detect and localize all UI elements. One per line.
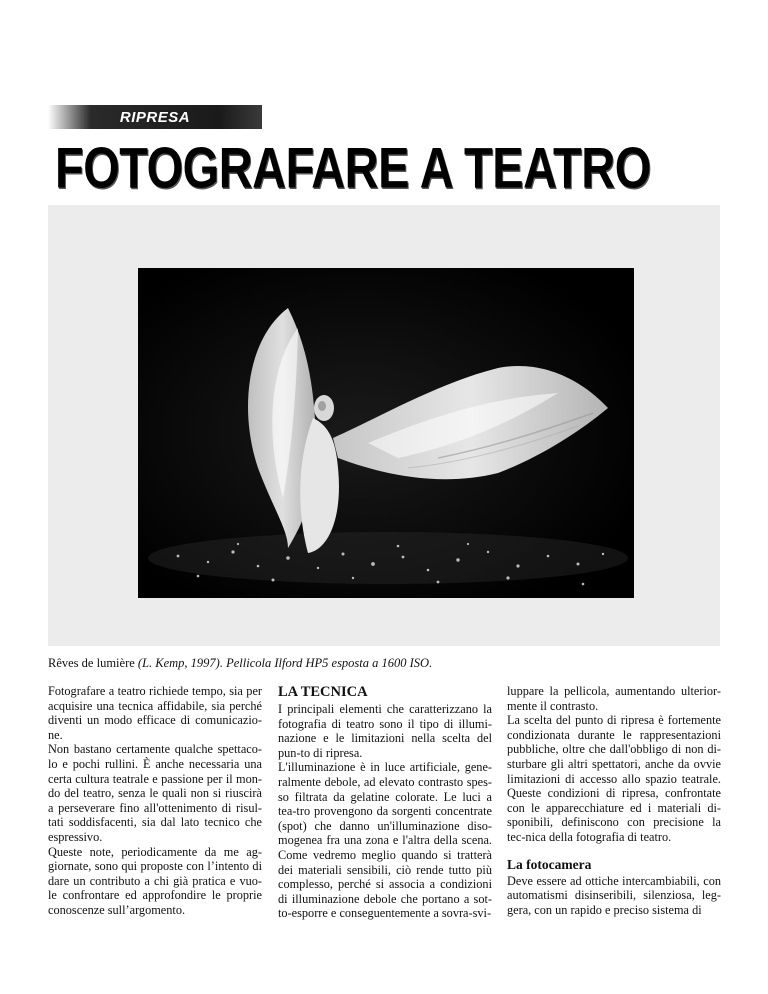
intro-paragraph: Queste note, periodicamente da me ag-giornate, sono qui proposte con l’intento di dare un contributo a chi già pratica e vuo-le confrontare ed approfondire le proprie conoscenze sull’argomento.: [48, 844, 262, 917]
section-label-bar: [48, 105, 262, 129]
technique-continued-paragraph: La scelta del punto di ripresa è fortemente condizionata durante le rappresentazioni pubbliche, oltre che dall'obbligo di non di-sturbare gli altri spettatori, anche da ovvie limitazioni di accesso allo spazio teatrale. Queste condizioni di ripresa, confrontate con le apparecchiature ed i materiali di-sponibili, definiscono con precisione la tec-nica della fotografia di teatro.: [507, 713, 721, 844]
photo-caption: [48, 656, 432, 671]
section-heading-technique: LA TECNICA: [278, 684, 368, 700]
dancer-photo: [138, 268, 634, 598]
caption-detail: (L. Kemp, 1997). Pellicola Ilford HP5 esposta a 1600 ISO.: [137, 656, 433, 670]
intro-paragraph: Fotografare a teatro richiede tempo, sia per acquisire una tecnica affidabile, sia perché diventi un modo efficace di comunicazio-ne.: [48, 684, 262, 742]
technique-paragraph: L'illuminazione è in luce artificiale, gene-ralmente debole, ad elevato contrasto spes-so filtrata da gelatine colorate. Le luci a tea-tro provengono da sorgenti concentrate (spot) che danno un'illuminazione diso-mogenea fra una zona e l'altra della scena. Come vedremo meglio quando si tratterà dei materiali sensibili, ciò rende tutto più complesso, perché si associa a condizioni di illuminazione debole che portano a sot-to-esporre e conseguentemente a sovra-svi-: [278, 760, 492, 921]
page-title: FOTOGRAFARE A TEATRO: [55, 135, 651, 200]
dancer-photo-illustration: [138, 268, 634, 598]
intro-paragraph: Non bastano certamente qualche spettaco-lo e pochi rullini. È anche necessaria una certa cultura teatrale e passione per il mon-do del teatro, senza le quali non si riuscirà a perseverare fino all'ottenimento di risul-tati soddisfacenti, sia dal lato tecnico che espressivo.: [48, 742, 262, 844]
subheading-camera: La fotocamera: [507, 856, 592, 872]
section-label: RIPRESA: [119, 108, 191, 126]
caption-title: Rêves de lumière: [48, 656, 135, 670]
technique-paragraph: I principali elementi che caratterizzano la fotografia di teatro sono il tipo di illumi-nazione e le limitazioni nella scelta del pun-to di ripresa.: [278, 702, 492, 760]
column-camera: [507, 684, 721, 917]
camera-paragraph: Deve essere ad ottiche intercambiabili, con automatismi disinseribili, silenziosa, leg-gera, con un rapido e preciso sistema di: [507, 873, 721, 917]
column-intro: [48, 684, 262, 918]
technique-continued-paragraph: luppare la pellicola, aumentando ulterior-mente il contrasto.: [507, 684, 721, 713]
column-technique: [278, 684, 492, 921]
